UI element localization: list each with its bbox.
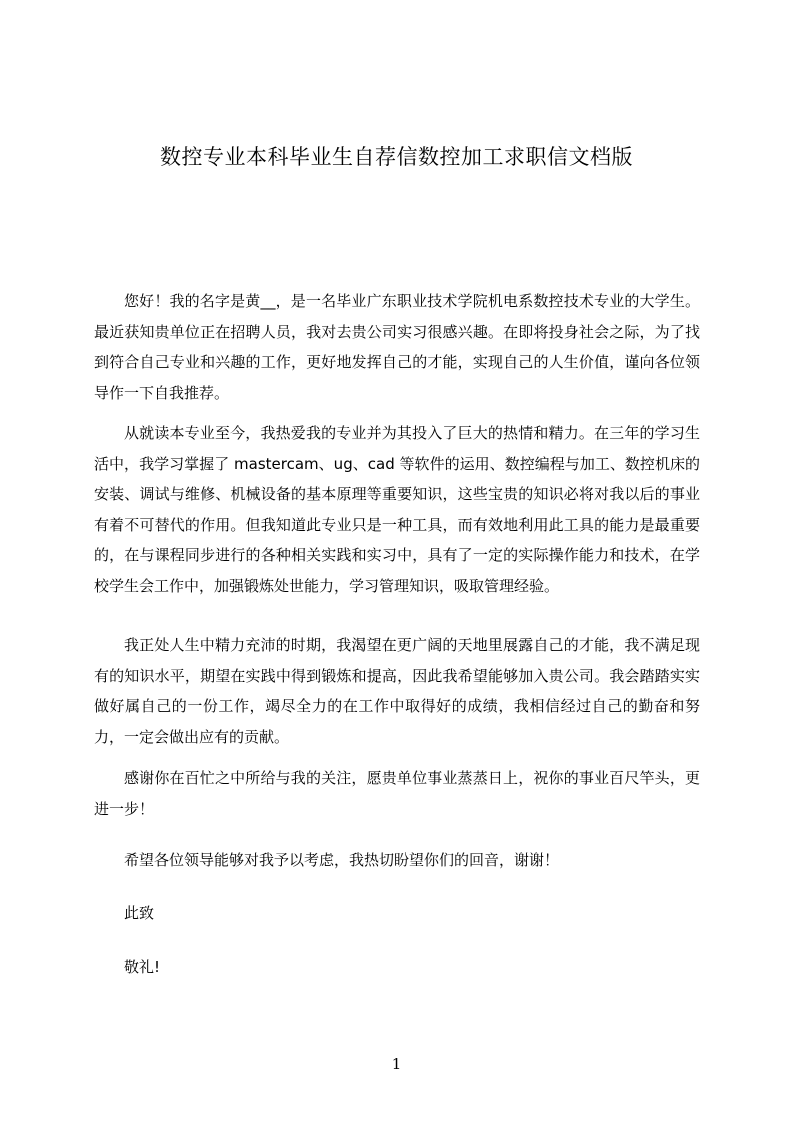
paragraph-greeting: 您好！我的名字是黄__，是一名毕业广东职业技术学院机电系数控技术专业的大学生。最近获知贵单位正在招聘人员，我对去贵公司实习很感兴趣。在即将投身社会之际，为了找到符合自己专业和兴趣的工作，更好地发挥自己的才能，实现自己的人生价值，谨向各位领导作一下自我推荐。 (94, 292, 700, 402)
paragraph-thanks: 感谢你在百忙之中所给与我的关注，愿贵单位事业蒸蒸日上，祝你的事业百尺竿头，更进一步！ (94, 769, 700, 818)
closing-regards: 敬礼! (124, 958, 161, 976)
paragraph-aspiration: 我正处人生中精力充沛的时期，我渴望在更广阔的天地里展露自己的才能，我不满足现有的知识水平，期望在实践中得到锻炼和提高，因此我希望能够加入贵公司。我会踏踏实实做好属自己的一份工作，竭尽全力的在工作中取得好的成绩，我相信经过自己的勤奋和努力，一定会做出应有的贡献。 (94, 636, 700, 746)
paragraph-studies: 从就读本专业至今，我热爱我的专业并为其投入了巨大的热情和精力。在三年的学习生活中，我学习掌握了 mastercam、ug、cad 等软件的运用、数控编程与加工、数控机床的安装、调试与维修、机械设备的基本原理等重要知识，这些宝贵的知识必将对我以后的事业有着不可替代的作用。但我知道此专业只是一种工具，而有效地利用此工具的能力是最重要的，在与课程同步进行的各种相关实践和实习中，具有了一定的实际操作能力和技术，在学校学生会工作中，加强锻炼处世能力，学习管理知识，吸取管理经验。 (94, 424, 700, 595)
page-number: 1 (391, 1055, 402, 1073)
closing-salutation: 此致 (124, 904, 155, 922)
paragraph-hope: 希望各位领导能够对我予以考虑，我热切盼望你们的回音，谢谢！ (124, 851, 560, 869)
document-title: 数控专业本科毕业生自荐信数控加工求职信文档版 (160, 145, 633, 169)
